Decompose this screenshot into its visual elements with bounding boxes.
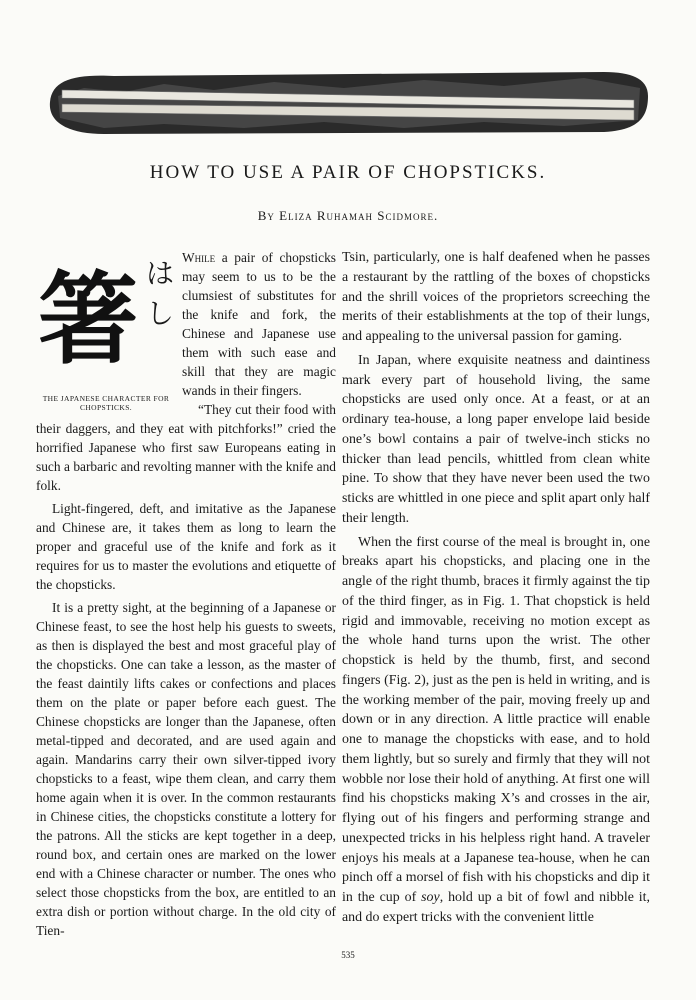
byline: By Eliza Ruhamah Scidmore. (257, 208, 439, 223)
paragraph: “They cut their food with their daggers, and they eat with pitchforks!” cried the horrified Japanese who first saw Europeans eating in such a barbaric and revolting manner with the knife and folk. (36, 402, 336, 493)
article-title: HOW TO USE A PAIR OF CHOPSTICKS. (149, 162, 547, 183)
right-column (342, 248, 650, 928)
hiragana-ha: は (146, 257, 175, 290)
page-number: 535 (341, 950, 355, 960)
hiragana-shi: し (146, 297, 175, 330)
left-column (36, 248, 336, 940)
paragraph: Light-fingered, deft, and imitative as the Japanese and Chinese are, it takes them as long to learn the proper and graceful use of the knife and fork as it requires for us to master the evolutions and etiquette of the chopsticks. (36, 501, 336, 592)
chopsticks-illustration (44, 66, 650, 138)
paragraph: While a pair of chopsticks may seem to us to be the clumsiest of substitutes for the knife and fork, the Chinese and Japanese use them with such ease and skill that they are magic wands in their fingers. (182, 250, 336, 398)
drop-word: While (182, 250, 216, 265)
paragraph: It is a pretty sight, at the beginning of a Japanese or Chinese feast, to see the host help his guests to sweets, as then is displayed the best and most graceful play of the chopsticks. One can take a lesson, as the master of the feast daintily lifts cakes or confections and places them on the plate or paper before each guest. The Chinese chopsticks are longer than the Japanese, often metal-tipped and decorated, and are used again and again. Mandarins carry their own silver-tipped ivory chopsticks to a feast, wipe them clean, and carry them home again when it is over. In the common restaurants in Chinese cities, the chopsticks constitute a lottery for the patrons. All the sticks are kept together in a deep, round box, and certain ones are marked on the lower end with a Chinese character or number. The ones who select those chopsticks from the box, are entitled to an extra dish or portion without charge. In the old city of Tien- (36, 600, 336, 938)
paragraph: In Japan, where exquisite neatness and daintiness mark every part of household living, the same chopsticks are used only once. At a feast, or at an ordinary tea-house, a long paper envelope laid beside one’s bowl contains a pair of twelve-inch sticks no thicker than lead pencils, whittled from clean white pine. To show that they have never been used the two sticks are whittled in one piece and split apart only half their length. (342, 352, 650, 526)
chopsticks-kanji: 箸 (38, 261, 138, 378)
figure-caption: THE JAPANESE CHARACTER FOR CHOPSTICKS. (42, 394, 170, 412)
paragraph: When the first course of the meal is brought in, one breaks apart his chopsticks, and placing one in the angle of the right thumb, braces it firmly against the tip of the third finger, as in Fig. 1. That chopstick is held rigid and immovable, receiving no motion except as the whole hand turns upon the wrist. The other chopstick is held by the thumb, first, and second fingers (Fig. 2), just as the pen is held in writing, and is the working member of the pair, moving freely up and down or in any direction. A little practice will enable one to manage the chopsticks with ease, and to hold them lightly, but so surely and firmly that they will not wobble nor lose their hold of anything. At first one will find his chopsticks making X’s and crosses in the air, flying out of his fingers and performing strange and unexpected tricks in his helpless right hand. A traveler enjoys his meals at a Japanese tea-house, when he can pinch off a morsel of fish with his chopsticks and dip it in the cup of soy, hold up a bit of fowl and nibble it, and do expert tricks with the convenient little (342, 534, 650, 925)
paragraph: Tsin, particularly, one is half deafened when he passes a restaurant by the rattling of the boxes of chopsticks and the shrill voices of the proprietors screeching the merits of their establishments at the top of their lungs, and appealing to the universal passion for gaming. (342, 250, 650, 344)
